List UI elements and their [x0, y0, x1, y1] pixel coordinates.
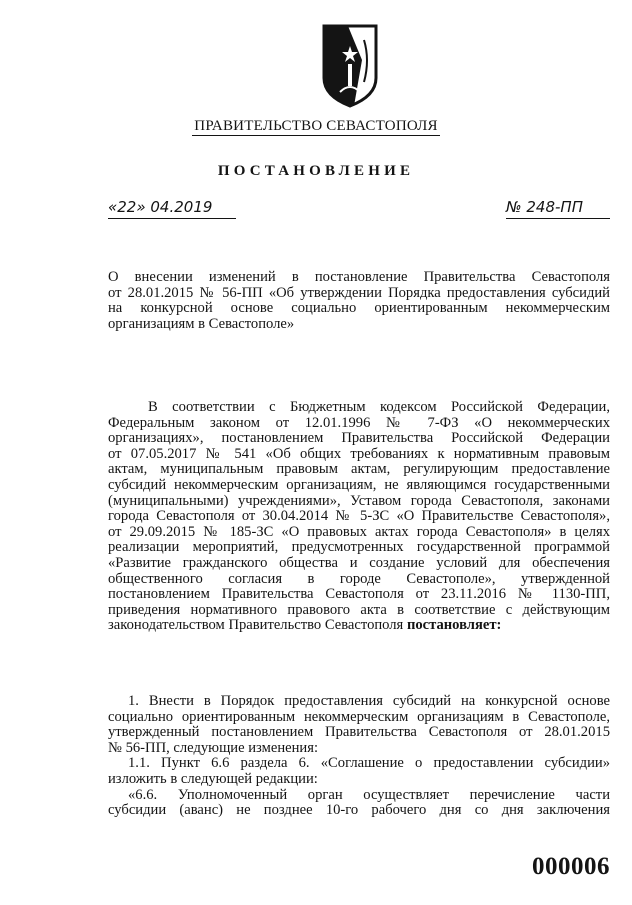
preamble-line: постановлением Правительства Севастополя от 23.11.2016 № 1130-ПП,: [108, 586, 610, 603]
item-line: «6.6. Уполномоченный орган осуществляет перечисление части: [128, 786, 610, 803]
document-number: № 248-ПП: [506, 198, 610, 219]
preamble-line: от 29.09.2015 № 185-ЗС «О правовых актах города Севастополя» в целях: [108, 523, 610, 540]
document-date: «22» 04.2019: [108, 198, 236, 219]
preamble-paragraph: [108, 400, 610, 634]
resolves-word: постановляет:: [406, 617, 502, 634]
preamble-line: [108, 618, 610, 634]
preamble-line: организациях», постановлением Правительства Российской Федерации: [108, 430, 610, 447]
coat-of-arms-emblem: [318, 20, 382, 110]
document-type: ПОСТАНОВЛЕНИЕ: [217, 163, 415, 179]
item-line: утвержденный постановлением Правительства Севастополя от 28.01.2015: [108, 724, 610, 741]
preamble-line: общественного согласия в городе Севастополе», утвержденной: [108, 570, 610, 587]
preamble-line: (муниципальными) учреждениями», Уставом города Севастополя, законами: [108, 492, 610, 509]
item-line: изложить в следующей редакции:: [108, 770, 318, 787]
title-line: от 28.01.2015 № 56-ПП «Об утверждении Порядка предоставления субсидий: [108, 284, 610, 301]
item-line: социально ориентированным некоммерческим организациям в Севастополе,: [108, 708, 610, 725]
preamble-line: реализации мероприятий, предусмотренных государственной программой: [108, 539, 610, 556]
preamble-line: города Севастополя от 30.04.2014 № 5-ЗС «О Правительстве Севастополя»,: [108, 508, 610, 525]
title-line: организациям в Севастополе»: [108, 315, 295, 332]
document-title: [108, 270, 610, 332]
item-line: субсидии (аванс) не позднее 10-го рабочего дня со дня заключения: [108, 802, 610, 819]
item-line: № 56-ПП, следующие изменения:: [108, 739, 318, 756]
preamble-line: приведения нормативного правового акта в соответствие с действующим: [108, 601, 610, 618]
title-line: на конкурсной основе социально ориентированным некоммерческим: [108, 300, 610, 317]
preamble-line: от 07.05.2017 № 541 «Об общих требованиях к нормативным правовым: [108, 445, 610, 462]
item-line: 1.1. Пункт 6.6 раздела 6. «Соглашение о предоставлении субсидии»: [128, 755, 610, 772]
preamble-last-text: законодательством Правительство Севастополя: [108, 617, 404, 634]
item-line: 1. Внести в Порядок предоставления субсидий на конкурсной основе: [128, 693, 610, 709]
resolution-items: [108, 694, 610, 819]
preamble-line: субсидий некоммерческим организациям, не являющимся государственными: [108, 476, 610, 493]
government-name: ПРАВИТЕЛЬСТВО СЕВАСТОПОЛЯ: [194, 118, 438, 134]
preamble-line: Федеральным законом от 12.01.1996 № 7-ФЗ «О некоммерческих: [108, 414, 610, 431]
preamble-line: В соответствии с Бюджетным кодексом Российской Федерации,: [148, 399, 610, 415]
sheet-number: 000006: [532, 853, 610, 880]
title-line: О внесении изменений в постановление Правительства Севастополя: [108, 269, 610, 285]
preamble-line: актам, муниципальным правовым актам, регулирующим предоставление: [108, 461, 610, 478]
preamble-line: «Развитие гражданского общества и создание условий для обеспечения: [108, 554, 610, 571]
